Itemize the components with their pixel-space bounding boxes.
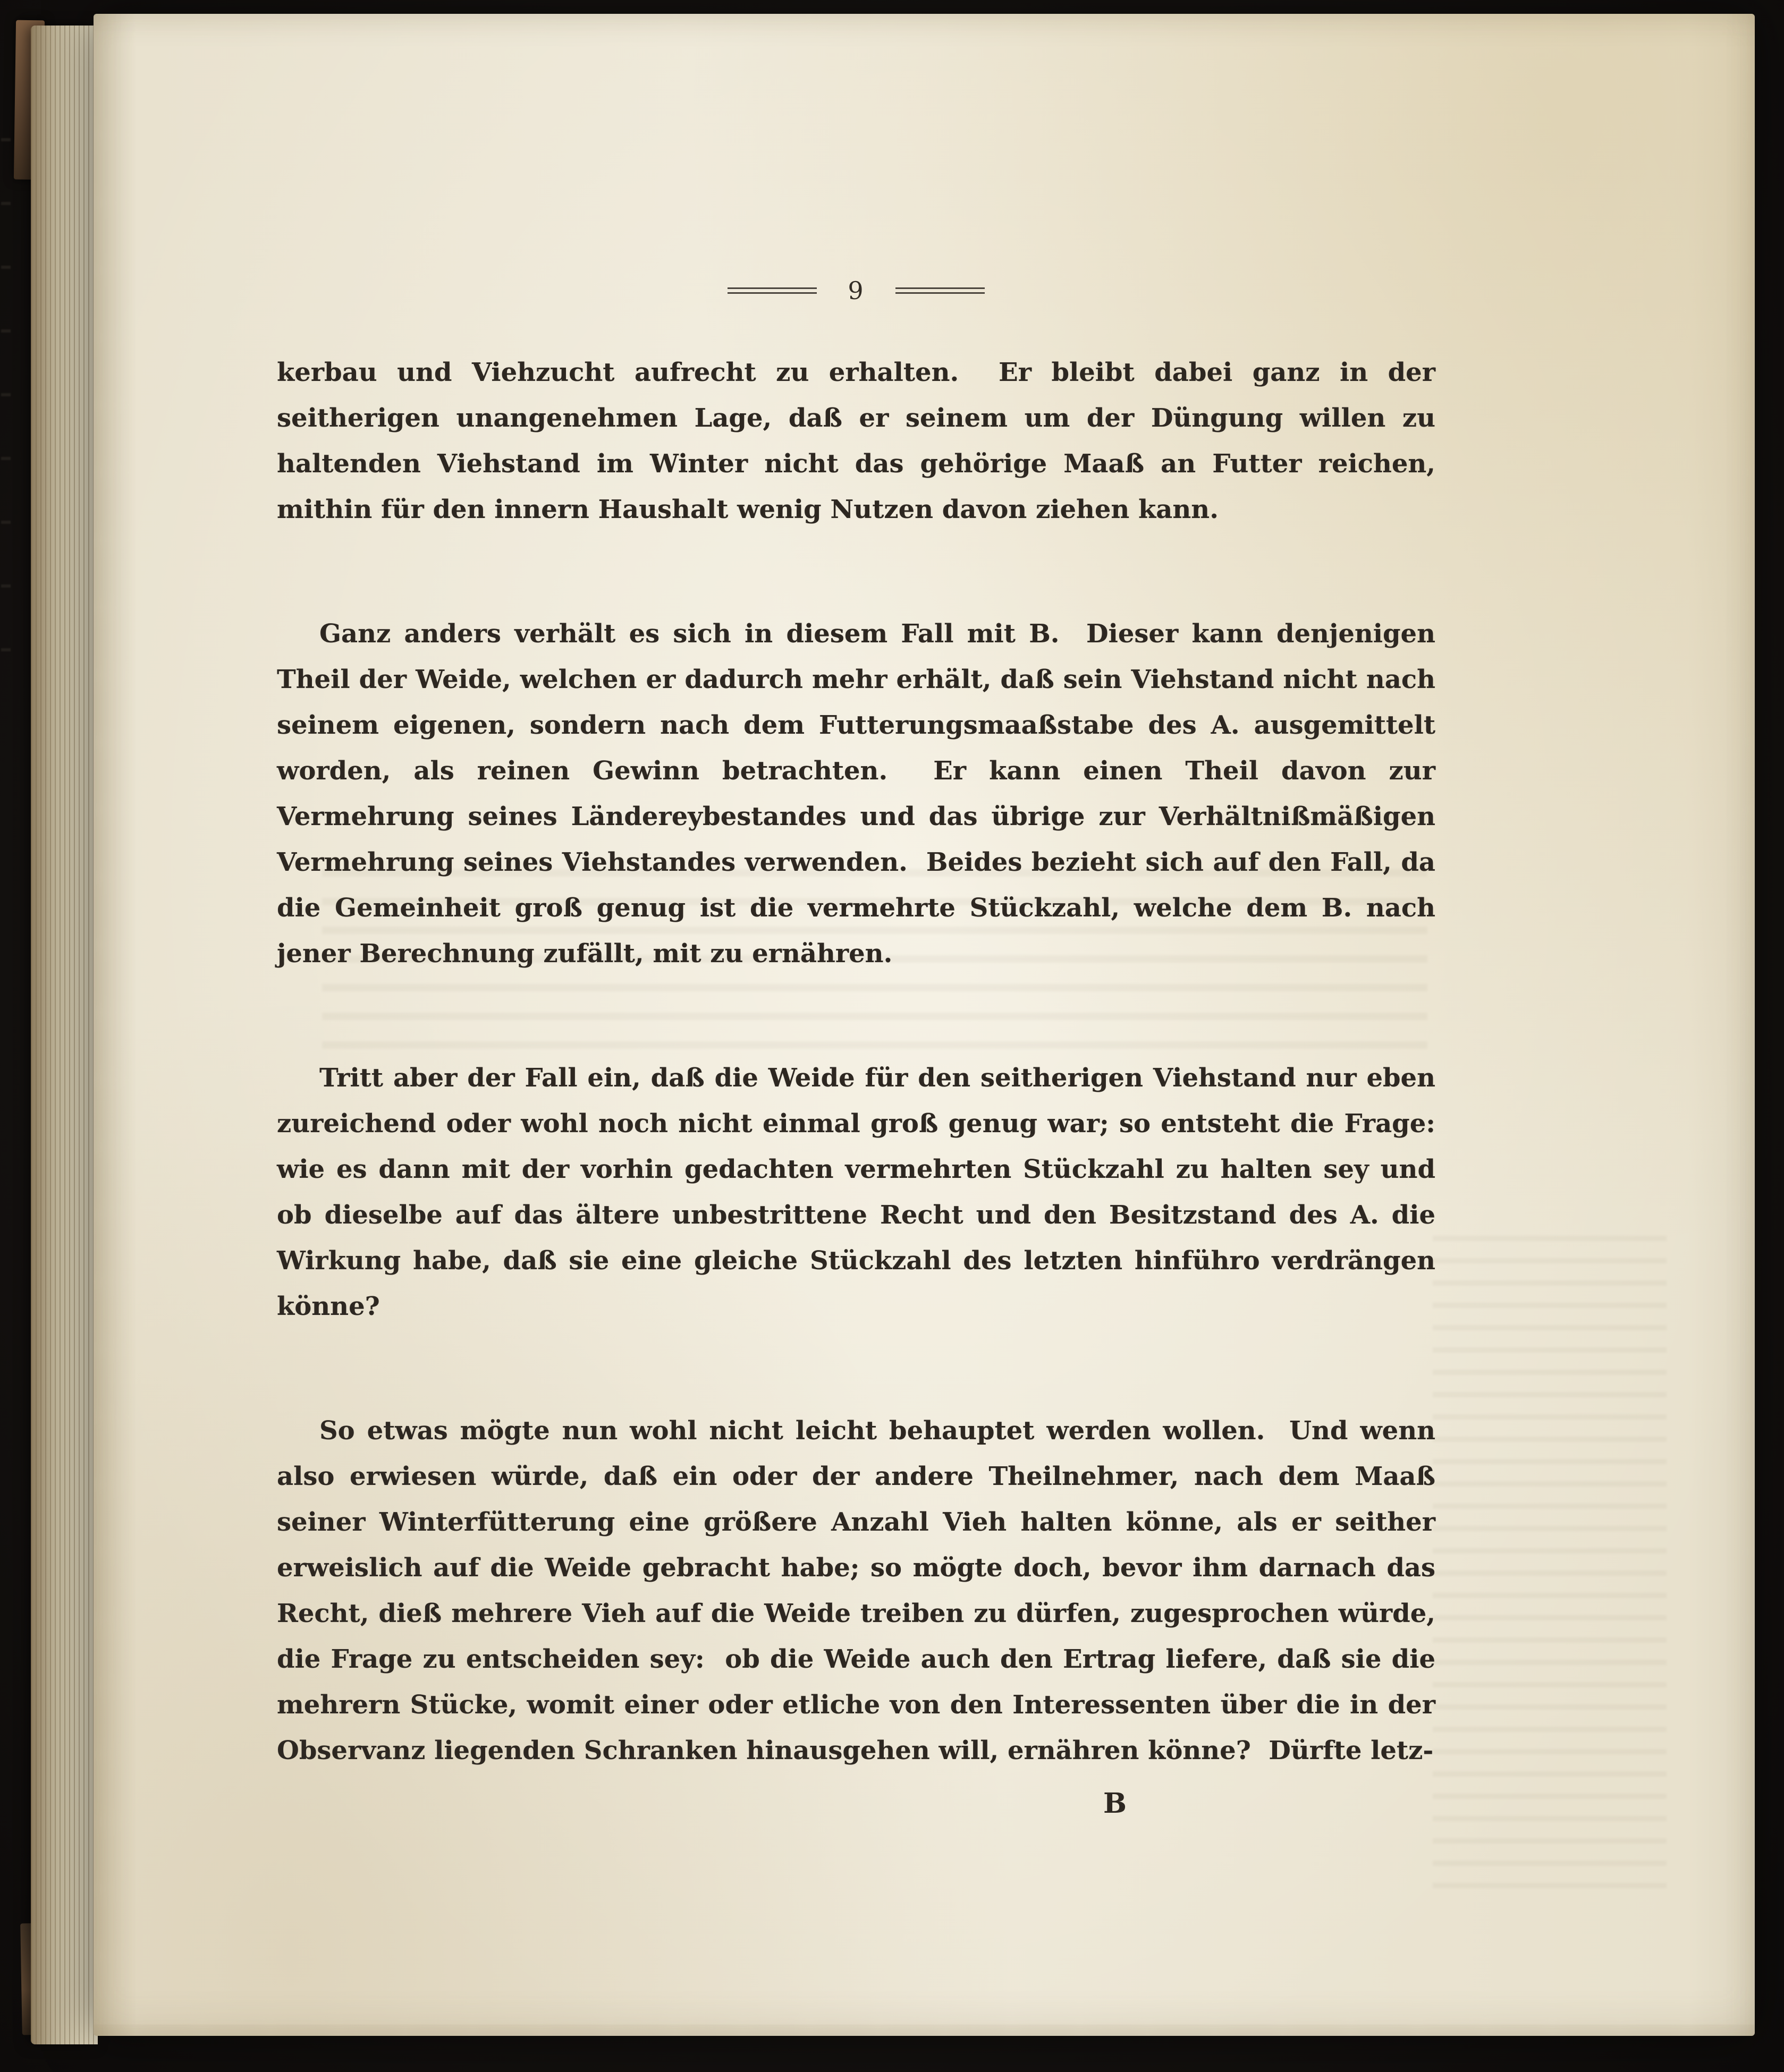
page-number: 9 xyxy=(848,276,865,305)
book-page-edges xyxy=(31,26,98,2044)
page-header xyxy=(277,278,1435,303)
header-rule-right-icon xyxy=(895,287,985,294)
paragraph: So etwas mögte nun wohl nicht leicht behauptet werden wollen. Und wenn also erwiesen würde, daß ein oder der andere Theilnehmer, nach dem Maaß seiner Winterfütterung eine größere Anzahl Vieh halten könne, als er seither erweislich auf die Weide gebracht habe; so mögte doch, bevor ihm darnach das Recht, dieß mehrere Vieh auf die Weide treiben zu dürfen, zugesprochen würde, die Frage zu entscheiden sey: ob die Weide auch den Ertrag liefere, daß sie die mehrern Stücke, womit einer oder etliche von den Interessenten über die in der Observanz liegenden Schranken hinausgehen will, ernähren könne? Dürfte letz- xyxy=(277,1416,1444,1765)
paragraph: Ganz anders verhält es sich in diesem Fall mit B. Dieser kann denjenigen Theil der Weide, welchen er dadurch mehr erhält, daß sein Viehstand nicht nach seinem eigenen, sondern nach dem Futterungsmaaßstabe des A. ausgemittelt worden, als reinen Gewinn betrachten. Er kann einen Theil davon zur Vermehrung seines Ländereybestandes und das übrige zur Verhältnißmäßigen Vermehrung seines Viehstandes verwenden. Beides bezieht sich auf den Fall, da die Gemeinheit groß genug ist die vermehrte Stückzahl, welche dem B. nach jener Berechnung zufällt, mit zu ernähren. xyxy=(277,619,1444,969)
paragraph: kerbau und Viehzucht aufrecht zu erhalten. Er bleibt dabei ganz in der seitherigen unangenehmen Lage, daß er seinem um der Düngung willen zu haltenden Viehstand im Winter nicht das gehörige Maaß an Futter reichen, mithin für den innern Haushalt wenig Nutzen davon ziehen kann. xyxy=(277,358,1444,524)
header-rule-left-icon xyxy=(728,287,817,294)
left-margin-marks xyxy=(1,138,11,659)
page-showthrough xyxy=(1433,1236,1667,1905)
body-text xyxy=(277,276,1453,1820)
paragraph: Tritt aber der Fall ein, daß die Weide für den seitherigen Viehstand nur eben zureichend oder wohl noch nicht einmal groß genug war; so entsteht die Frage: wie es dann mit der vorhin gedachten vermehrten Stückzahl zu halten sey und ob dieselbe auf das ältere unbestrittene Recht und den Besitzstand des A. die Wirkung habe, daß sie eine gleiche Stückzahl des letzten hinführo verdrängen könne? xyxy=(277,1063,1453,1321)
signature-mark: B xyxy=(1103,1787,1127,1820)
book-page xyxy=(94,14,1755,2036)
